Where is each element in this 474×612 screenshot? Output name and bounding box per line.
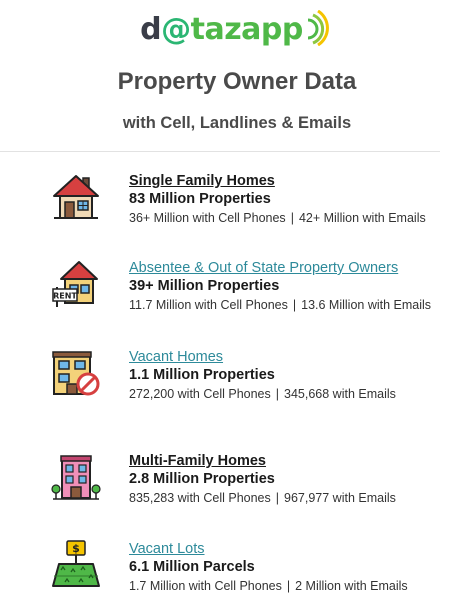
item-title-link[interactable]: Single Family Homes [129,173,275,189]
item-title-link[interactable]: Multi-Family Homes [129,453,266,469]
logo-text: d@tazapp [140,12,303,47]
list-item-multi-family [0,452,474,522]
item-title-link[interactable]: Vacant Lots [129,541,205,557]
item-detail: 1.7 Million with Cell Phones | 2 Million with Emails [129,579,408,593]
page-title: Property Owner Data [117,68,357,95]
item-count: 83 Million Properties [129,191,271,207]
page-subtitle: with Cell, Landlines & Emails [122,114,352,132]
datazapp-logo[interactable] [0,8,474,52]
vacant-lot-icon [51,540,101,590]
signal-waves-icon [304,10,334,46]
vacant-building-icon [51,348,101,398]
list-item-vacant-lots [0,540,474,610]
item-count: 6.1 Million Parcels [129,559,255,575]
item-detail: 272,200 with Cell Phones | 345,668 with Emails [129,387,396,401]
item-count: 1.1 Million Properties [129,367,275,383]
item-detail: 36+ Million with Cell Phones | 42+ Million with Emails [129,211,426,225]
apartment-building-icon [51,452,101,502]
item-title-link[interactable]: Vacant Homes [129,349,224,365]
list-item-single-family [0,172,474,242]
item-count: 2.8 Million Properties [129,471,275,487]
rent-house-icon [51,259,101,309]
svg-text:RENT: RENT [53,291,77,301]
header-divider [0,151,440,152]
list-item-vacant-homes [0,348,474,418]
house-icon [51,172,101,222]
item-detail: 11.7 Million with Cell Phones | 13.6 Million with Emails [129,298,432,312]
svg-text:$: $ [72,542,80,555]
item-count: 39+ Million Properties [129,278,280,294]
list-item-absentee [0,259,474,329]
item-detail: 835,283 with Cell Phones | 967,977 with Emails [129,491,396,505]
item-title-link[interactable]: Absentee & Out of State Property Owners [129,260,399,276]
